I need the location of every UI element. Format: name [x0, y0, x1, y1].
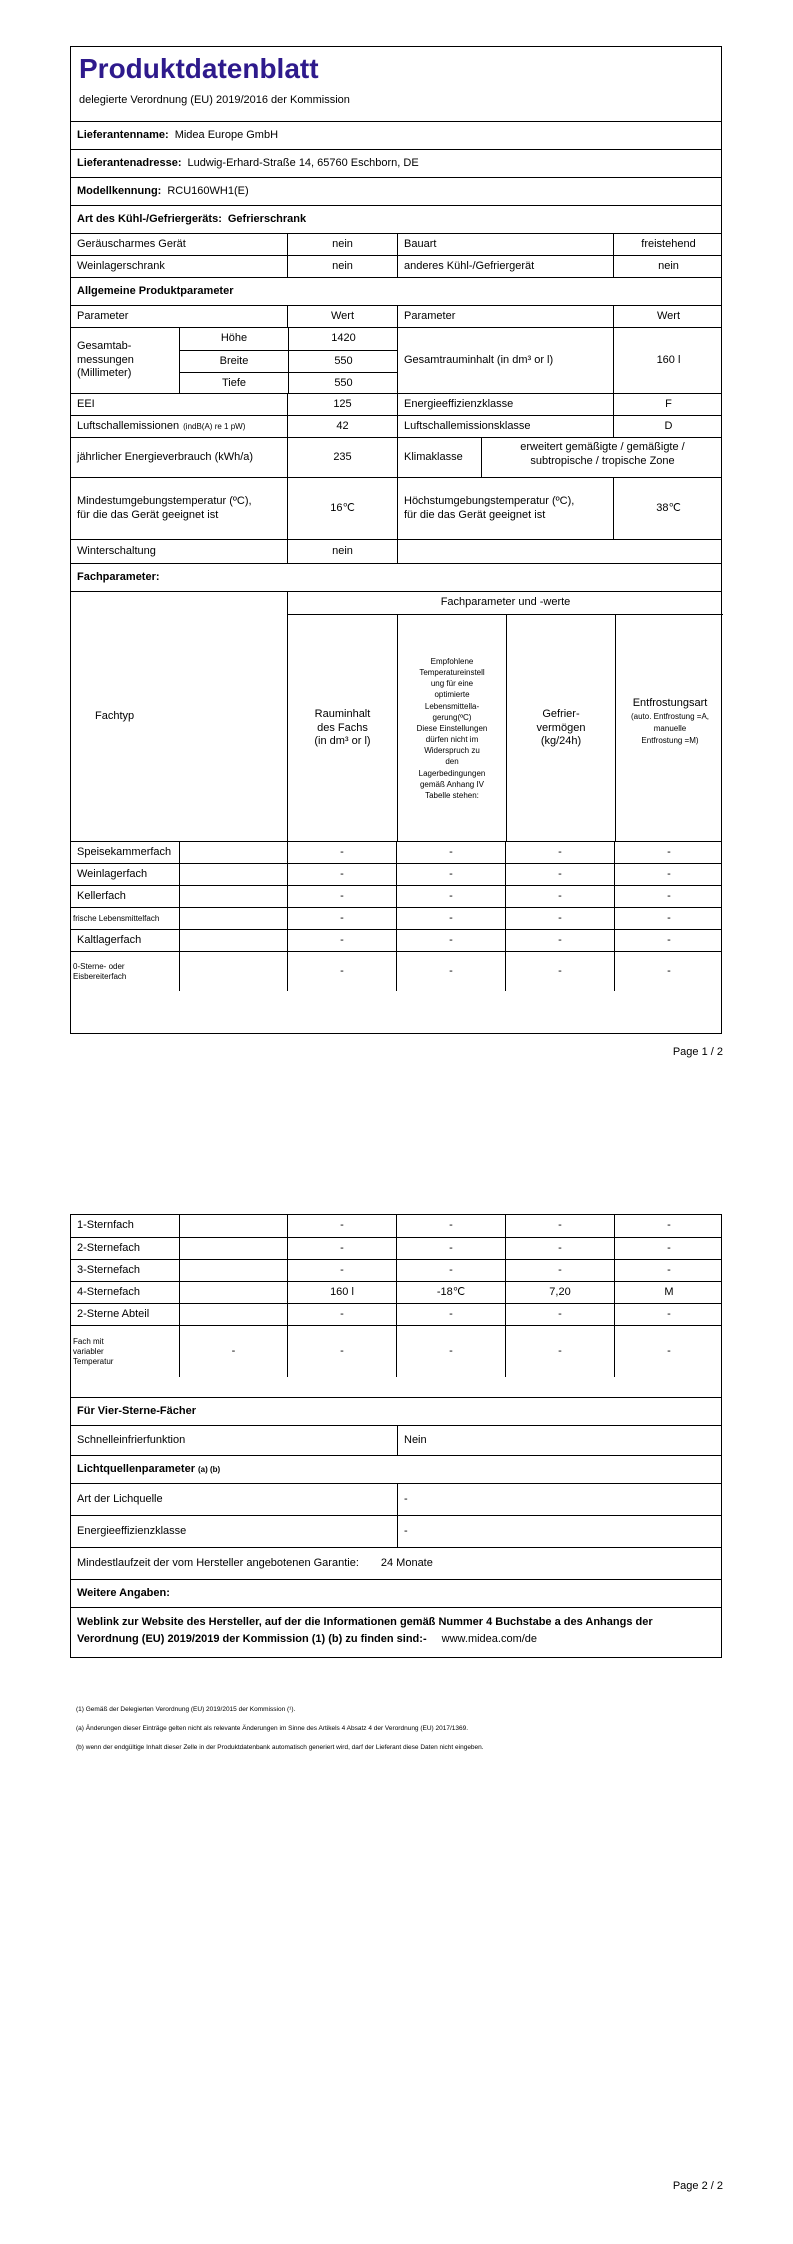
footnote: (a) Änderungen dieser Einträge gelten nicht als relevante Änderungen im Sinne des Artikels 4 Absatz 4 der Verordnung (EU) 2017/1369.: [76, 1725, 469, 1732]
col-parameter: Parameter: [77, 309, 129, 322]
compartment-volume: -: [287, 1326, 396, 1377]
compartment-temp: -: [396, 886, 505, 907]
compartment-header-row: [71, 591, 721, 841]
supplier-name-row: [71, 121, 721, 149]
col-parameter: Parameter: [397, 306, 613, 327]
four-star-heading: Für Vier-Sterne-Fächer: [71, 1397, 721, 1425]
col-recommended-temp: Empfohlene Temperatureinstell ung für eine optimierte Lebensmittella- gerung(ºC) Diese Einstellungen dürfen nicht im Widerspruch zu den Lagerbedingungen gemäß Anhang IV Tabelle stehen:: [397, 615, 506, 842]
dim-value: 1420: [288, 328, 398, 350]
winter-switch-label: Winterschaltung: [77, 544, 156, 557]
col-compartment-type: Fachtyp: [95, 709, 135, 722]
compartment-row: [71, 907, 721, 929]
compartment-extra: [179, 930, 287, 951]
energy-class-label: Energieeffizienzklasse: [397, 394, 613, 415]
weblink-value[interactable]: www.midea.com/de: [441, 1633, 538, 1646]
compartment-freezing-capacity: -: [505, 864, 614, 885]
footnote: (b) wenn der endgültige Inhalt dieser Zelle in der Produktdatenbank automatisch generiert wird, darf der Lieferant diese Daten nicht eingeben.: [76, 1744, 484, 1751]
dim-value: 550: [288, 351, 398, 372]
supplier-address-row: [71, 149, 721, 177]
compartment-volume: -: [287, 952, 396, 991]
compartment-name: 3-Sternefach: [77, 1263, 140, 1276]
empty-cell: [397, 540, 723, 563]
supplier-name-value: Midea Europe GmbH: [174, 128, 279, 141]
compartment-row: [71, 1303, 721, 1325]
compartment-temp: -: [396, 1238, 505, 1259]
compartment-volume: -: [287, 842, 396, 863]
col-freezing-capacity: Gefrier- vermögen (kg/24h): [506, 615, 615, 842]
min-temp-value: 16℃: [287, 478, 397, 539]
compartment-volume: -: [287, 1215, 396, 1237]
compartment-params-heading: Fachparameter:: [71, 563, 721, 591]
model-label: Modellkennung:: [77, 184, 162, 197]
col-value: Wert: [287, 306, 397, 327]
energy-consumption-row: [71, 437, 721, 477]
datasheet-table-page-2: [70, 1214, 722, 1658]
model-row: [71, 177, 721, 205]
climate-class-label: Klimaklasse: [397, 438, 481, 477]
compartment-row: [71, 1215, 721, 1237]
compartment-temp: -: [396, 908, 505, 929]
compartment-row: [71, 841, 721, 863]
compartment-row: [71, 863, 721, 885]
compartment-defrost: -: [614, 864, 723, 885]
compartment-volume: -: [287, 1260, 396, 1281]
energy-consumption-label: jährlicher Energieverbrauch (kWh/a): [77, 450, 254, 463]
noise-row: [71, 415, 721, 437]
compartment-name: Fach mit variabler Temperatur: [73, 1336, 114, 1366]
compartment-name: 2-Sternefach: [77, 1241, 140, 1254]
general-params-heading: Allgemeine Produktparameter: [71, 277, 721, 305]
max-temp-value: 38℃: [613, 478, 723, 539]
light-type-label: Art der Lichquelle: [77, 1492, 163, 1505]
compartment-defrost: M: [614, 1282, 723, 1303]
compartment-extra: [179, 1260, 287, 1281]
compartment-defrost: -: [614, 1215, 723, 1237]
weblink-text: Weblink zur Website des Hersteller, auf der die Informationen gemäß Nummer 4 Buchstabe a des Anhangs der Verordnung (EU) 2019/2019 der Kommission (1) (b) zu finden sind:-: [77, 1616, 653, 1646]
climate-class-value: erweitert gemäßigte / gemäßigte /: [520, 441, 685, 453]
compartment-defrost: -: [614, 1238, 723, 1259]
fast-freeze-label: Schnelleinfrierfunktion: [77, 1433, 186, 1446]
supplier-name-label: Lieferantenname:: [77, 128, 169, 141]
noise-unit: (indB(A) re 1 pW): [183, 421, 246, 431]
warranty-label: Mindestlaufzeit der vom Hersteller angebotenen Garantie:: [77, 1556, 359, 1569]
footnote: (1) Gemäß der Delegierten Verordnung (EU) 2019/2015 der Kommission (¹).: [76, 1706, 296, 1713]
compartment-freezing-capacity: 7,20: [505, 1282, 614, 1303]
compartment-defrost: -: [614, 930, 723, 951]
compartment-volume: -: [287, 908, 396, 929]
device-row-value: nein: [287, 234, 397, 255]
compartment-name: Kaltlagerfach: [77, 933, 142, 946]
page-subtitle: delegierte Verordnung (EU) 2019/2016 der Kommission: [79, 94, 350, 106]
device-row-label: Weinlagerschrank: [77, 259, 165, 272]
page-title: Produktdatenblatt: [79, 53, 319, 84]
compartment-temp: -: [396, 1215, 505, 1237]
more-info-heading: Weitere Angaben:: [71, 1579, 721, 1607]
compartment-freezing-capacity: -: [505, 952, 614, 991]
compartment-name: 2-Sterne Abteil: [77, 1307, 150, 1320]
device-type-row: [71, 205, 721, 233]
light-class-label: Energieeffizienzklasse: [77, 1524, 187, 1537]
noise-class-value: D: [613, 416, 723, 437]
dim-value: 550: [288, 373, 398, 394]
compartment-extra: [179, 886, 287, 907]
compartment-volume: 160 l: [287, 1282, 396, 1303]
dimensions-label: Gesamtab- messungen (Millimeter): [77, 339, 134, 380]
dim-label: Höhe: [220, 332, 248, 345]
compartment-extra: -: [179, 1326, 287, 1377]
light-class-row: [71, 1515, 721, 1547]
compartment-extra: [179, 842, 287, 863]
warranty-row: [71, 1547, 721, 1579]
compartment-freezing-capacity: -: [505, 930, 614, 951]
total-volume-value: 160 l: [613, 328, 723, 393]
supplier-address-value: Ludwig-Erhard-Straße 14, 65760 Eschborn, DE: [187, 156, 419, 169]
compartment-name: 0-Sterne- oder Eisbereiterfach: [73, 961, 127, 981]
winter-switch-value: nein: [287, 540, 397, 563]
compartment-defrost: -: [614, 842, 723, 863]
compartment-temp: -: [396, 1304, 505, 1325]
compartment-extra: [179, 1215, 287, 1237]
device-row-label: anderes Kühl-/Gefriergerät: [397, 256, 613, 277]
page-number: Page 2 / 2: [672, 2180, 723, 2192]
compartment-extra: [179, 908, 287, 929]
compartment-row: [71, 951, 721, 991]
compartment-volume: -: [287, 864, 396, 885]
total-volume-label: Gesamtrauminhalt (in dm³ or l): [397, 328, 613, 393]
compartment-name: frische Lebensmittelfach: [73, 913, 160, 923]
noise-value: 42: [287, 416, 397, 437]
eei-value: 125: [287, 394, 397, 415]
col-defrost-note: (auto. Entfrostung =A, manuelle Entfrostung =M): [630, 711, 710, 745]
device-type-value: Gefrierschrank: [227, 212, 307, 225]
eei-row: [71, 393, 721, 415]
eei-label: EEI: [77, 397, 95, 410]
col-defrost-type: Entfrostungsart: [632, 697, 708, 709]
device-row: [71, 233, 721, 255]
light-source-heading-note: (a) (b): [197, 1464, 221, 1474]
device-row-value: nein: [287, 256, 397, 277]
compartment-temp: -: [396, 864, 505, 885]
winter-switch-row: [71, 539, 721, 563]
compartment-volume: -: [287, 886, 396, 907]
compartment-volume: -: [287, 1304, 396, 1325]
compartment-extra: [179, 1304, 287, 1325]
noise-label: Luftschallemissionen: [77, 419, 180, 432]
compartment-temp: -: [396, 842, 505, 863]
climate-class-value: subtropische / tropische Zone: [530, 454, 675, 467]
warranty-value: 24 Monate: [380, 1556, 433, 1569]
device-row-value: freistehend: [613, 234, 723, 255]
compartment-freezing-capacity: -: [505, 886, 614, 907]
compartment-name: 1-Sternfach: [77, 1219, 134, 1232]
dim-label: Breite: [219, 354, 249, 367]
device-row-label: Bauart: [397, 234, 613, 255]
datasheet-table-page-1: [70, 46, 722, 1034]
ambient-temperature-row: [71, 477, 721, 539]
page-number: Page 1 / 2: [672, 1046, 723, 1058]
compartment-defrost: -: [614, 1304, 723, 1325]
light-type-row: [71, 1483, 721, 1515]
compartment-defrost: -: [614, 1326, 723, 1377]
compartment-row: [71, 1281, 721, 1303]
light-type-value: -: [397, 1484, 723, 1515]
compartment-row: [71, 1325, 721, 1377]
compartment-temp: -: [396, 1260, 505, 1281]
noise-class-label: Luftschallemissionsklasse: [397, 416, 613, 437]
compartment-defrost: -: [614, 886, 723, 907]
max-temp-label: Höchstumgebungstemperatur (ºC), für die das Gerät geeignet ist: [397, 478, 613, 539]
device-row-label: Geräuscharmes Gerät: [77, 237, 186, 250]
compartment-name: Weinlagerfach: [77, 867, 148, 880]
compartment-temp: -18℃: [396, 1282, 505, 1303]
general-params-header-row: [71, 305, 721, 327]
fast-freeze-value: Nein: [397, 1426, 723, 1455]
compartment-row: [71, 929, 721, 951]
compartment-name: Kellerfach: [77, 889, 126, 902]
compartment-temp: -: [396, 1326, 505, 1377]
compartment-defrost: -: [614, 908, 723, 929]
compartment-defrost: -: [614, 1260, 723, 1281]
dim-label: Tiefe: [221, 376, 247, 389]
compartment-freezing-capacity: -: [505, 908, 614, 929]
compartment-extra: [179, 864, 287, 885]
compartment-temp: -: [396, 930, 505, 951]
weblink-row: [71, 1607, 721, 1657]
compartment-volume: -: [287, 930, 396, 951]
compartment-freezing-capacity: -: [505, 1304, 614, 1325]
compartment-name: 4-Sternefach: [77, 1285, 140, 1298]
compartment-extra: [179, 1282, 287, 1303]
compartment-freezing-capacity: -: [505, 1326, 614, 1377]
device-type-label: Art des Kühl-/Gefriergeräts:: [77, 212, 222, 225]
compartment-volume: -: [287, 1238, 396, 1259]
model-value: RCU160WH1(E): [167, 184, 249, 197]
compartment-name: Speisekammerfach: [77, 845, 172, 858]
page-2: [0, 1122, 793, 2244]
col-volume: Rauminhalt des Fachs (in dm³ or l): [314, 707, 371, 748]
compartment-freezing-capacity: -: [505, 1238, 614, 1259]
header-block: [71, 47, 721, 121]
energy-class-value: F: [613, 394, 723, 415]
device-row-value: nein: [613, 256, 723, 277]
min-temp-label: Mindestumgebungstemperatur (ºC), für die das Gerät geeignet ist: [77, 494, 252, 521]
compartment-row: [71, 1237, 721, 1259]
device-row: [71, 255, 721, 277]
light-class-value: -: [397, 1516, 723, 1547]
supplier-address-label: Lieferantenadresse:: [77, 156, 182, 169]
compartment-freezing-capacity: -: [505, 1260, 614, 1281]
dimensions-row: [71, 327, 721, 393]
fast-freeze-row: [71, 1425, 721, 1455]
compartment-extra: [179, 952, 287, 991]
compartment-row: [71, 1259, 721, 1281]
compartment-temp: -: [396, 952, 505, 991]
compartment-defrost: -: [614, 952, 723, 991]
compartment-group-header: Fachparameter und -werte: [440, 596, 571, 609]
energy-consumption-value: 235: [287, 438, 397, 477]
compartment-row: [71, 885, 721, 907]
compartment-freezing-capacity: -: [505, 842, 614, 863]
light-source-heading: Lichtquellenparameter (a) (b): [71, 1455, 721, 1483]
col-value: Wert: [613, 306, 723, 327]
compartment-freezing-capacity: -: [505, 1215, 614, 1237]
compartment-extra: [179, 1238, 287, 1259]
